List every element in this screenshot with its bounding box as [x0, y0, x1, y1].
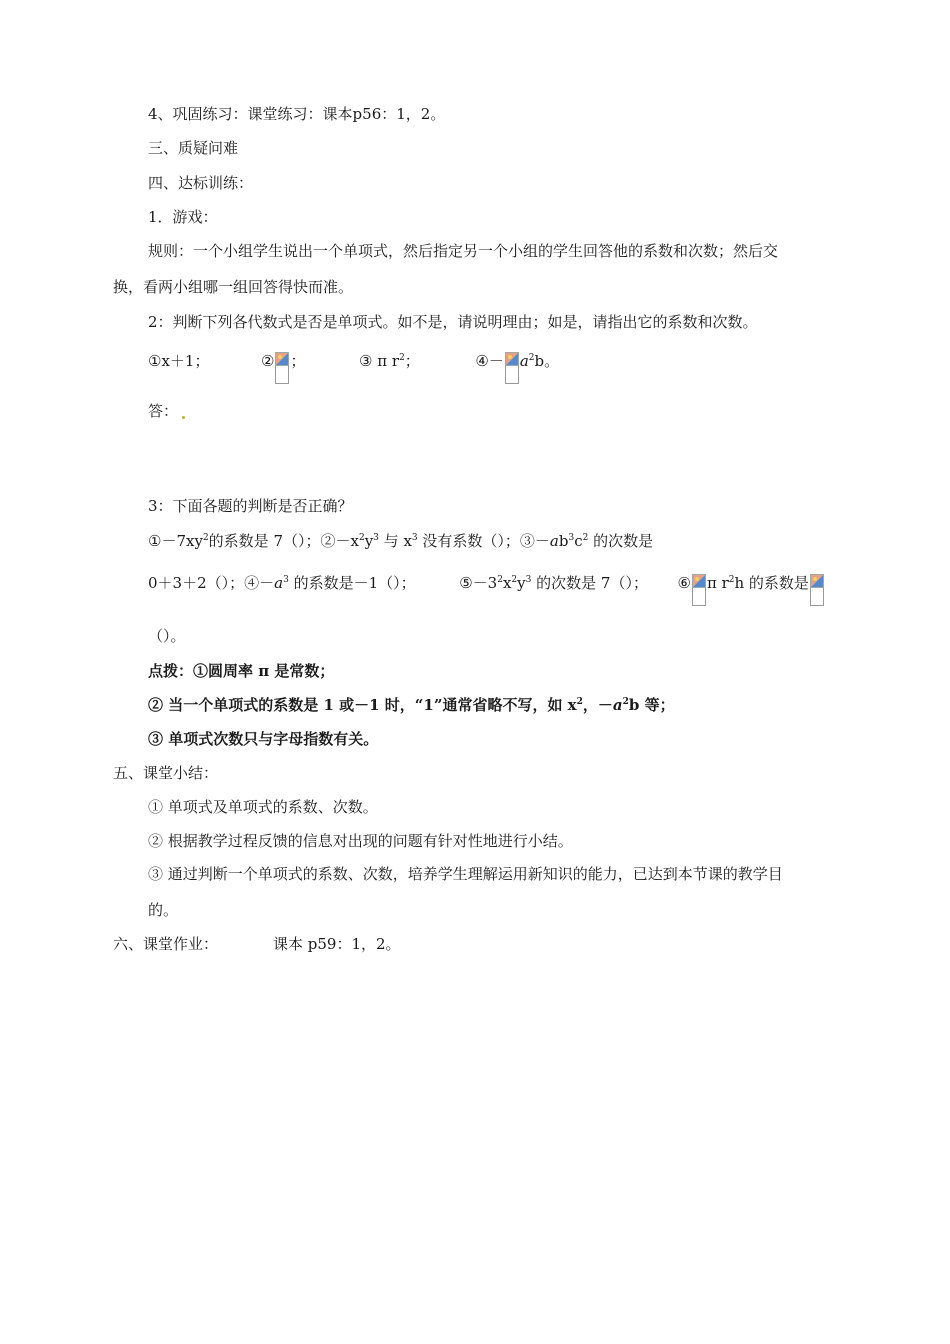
rules-line-2: 换，看两小组哪一组回答得快而准。: [113, 278, 354, 296]
rules-line-1: 规则：一个小组学生说出一个单项式，然后指定另一个小组的学生回答他的系数和次数；然后交: [148, 242, 779, 260]
summary-item-3: ③ 通过判断一个单项式的系数、次数，培养学生理解运用新知识的能力，已达到本节课的教学目: [148, 865, 783, 883]
summary-item-2: ② 根据教学过程反馈的信息对出现的问题有针对性地进行小结。: [148, 832, 573, 850]
question-3-line-3: （）。: [148, 627, 186, 645]
hint-line-2: ② 当一个单项式的系数是 1 或－1 时，“1”通常省略不写，如 $x^2$，$-a^2b$ 等；: [148, 696, 675, 714]
hint-line-3: ③ 单项式次数只与字母指数有关。: [148, 730, 379, 748]
broken-image-icon: [810, 574, 824, 606]
hint-line-1: 点拨：①圆周率 π 是常数；: [148, 662, 335, 680]
section-six-heading: 六、课堂作业：: [113, 935, 219, 953]
item-3: ③ π $r^2$；: [359, 352, 420, 370]
summary-item-1: ① 单项式及单项式的系数、次数。: [148, 798, 378, 816]
answer-label: 答：: [148, 401, 185, 421]
summary-item-3-cont: 的。: [148, 901, 179, 919]
broken-image-icon: [505, 352, 519, 384]
section-four-heading: 四、达标训练：: [148, 174, 254, 192]
question-2-items: [148, 351, 559, 384]
section-three-heading: 三、质疑问难: [148, 139, 239, 157]
item-1: ①x＋1；: [148, 352, 210, 370]
broken-image-icon: [692, 574, 706, 606]
question-3-prompt: 3：下面各题的判断是否正确？: [148, 497, 353, 515]
practice-line: 4、巩固练习：课堂练习：课本p56：1，2。: [148, 105, 446, 123]
game-heading: 1．游戏：: [148, 208, 218, 226]
item-2: ② ；: [261, 352, 305, 370]
broken-image-icon: [275, 352, 289, 384]
question-2-prompt: 2：判断下列各代数式是否是单项式。如不是，请说明理由；如是，请指出它的系数和次数。: [148, 313, 758, 331]
section-five-heading: 五、课堂小结：: [113, 764, 219, 782]
item-4: ④－ $a^2b$。: [475, 352, 559, 370]
question-3-line-1: $①-7xy^2$的系数是 7（）；$②-x^2y^3$ 与 $x^3$ 没有系数（）；$③-ab^3c^2$ 的次数是: [148, 532, 654, 550]
mark-dot: [182, 416, 185, 419]
homework-text: 课本 p59：1，2。: [273, 935, 401, 953]
question-3-line-2: 0＋3＋2（）；$④-a^3$ 的系数是－1（）； $⑤-3^2x^2y^3$ 的次数是 7（）； ⑥ π $r^2h$ 的系数是: [148, 573, 825, 606]
